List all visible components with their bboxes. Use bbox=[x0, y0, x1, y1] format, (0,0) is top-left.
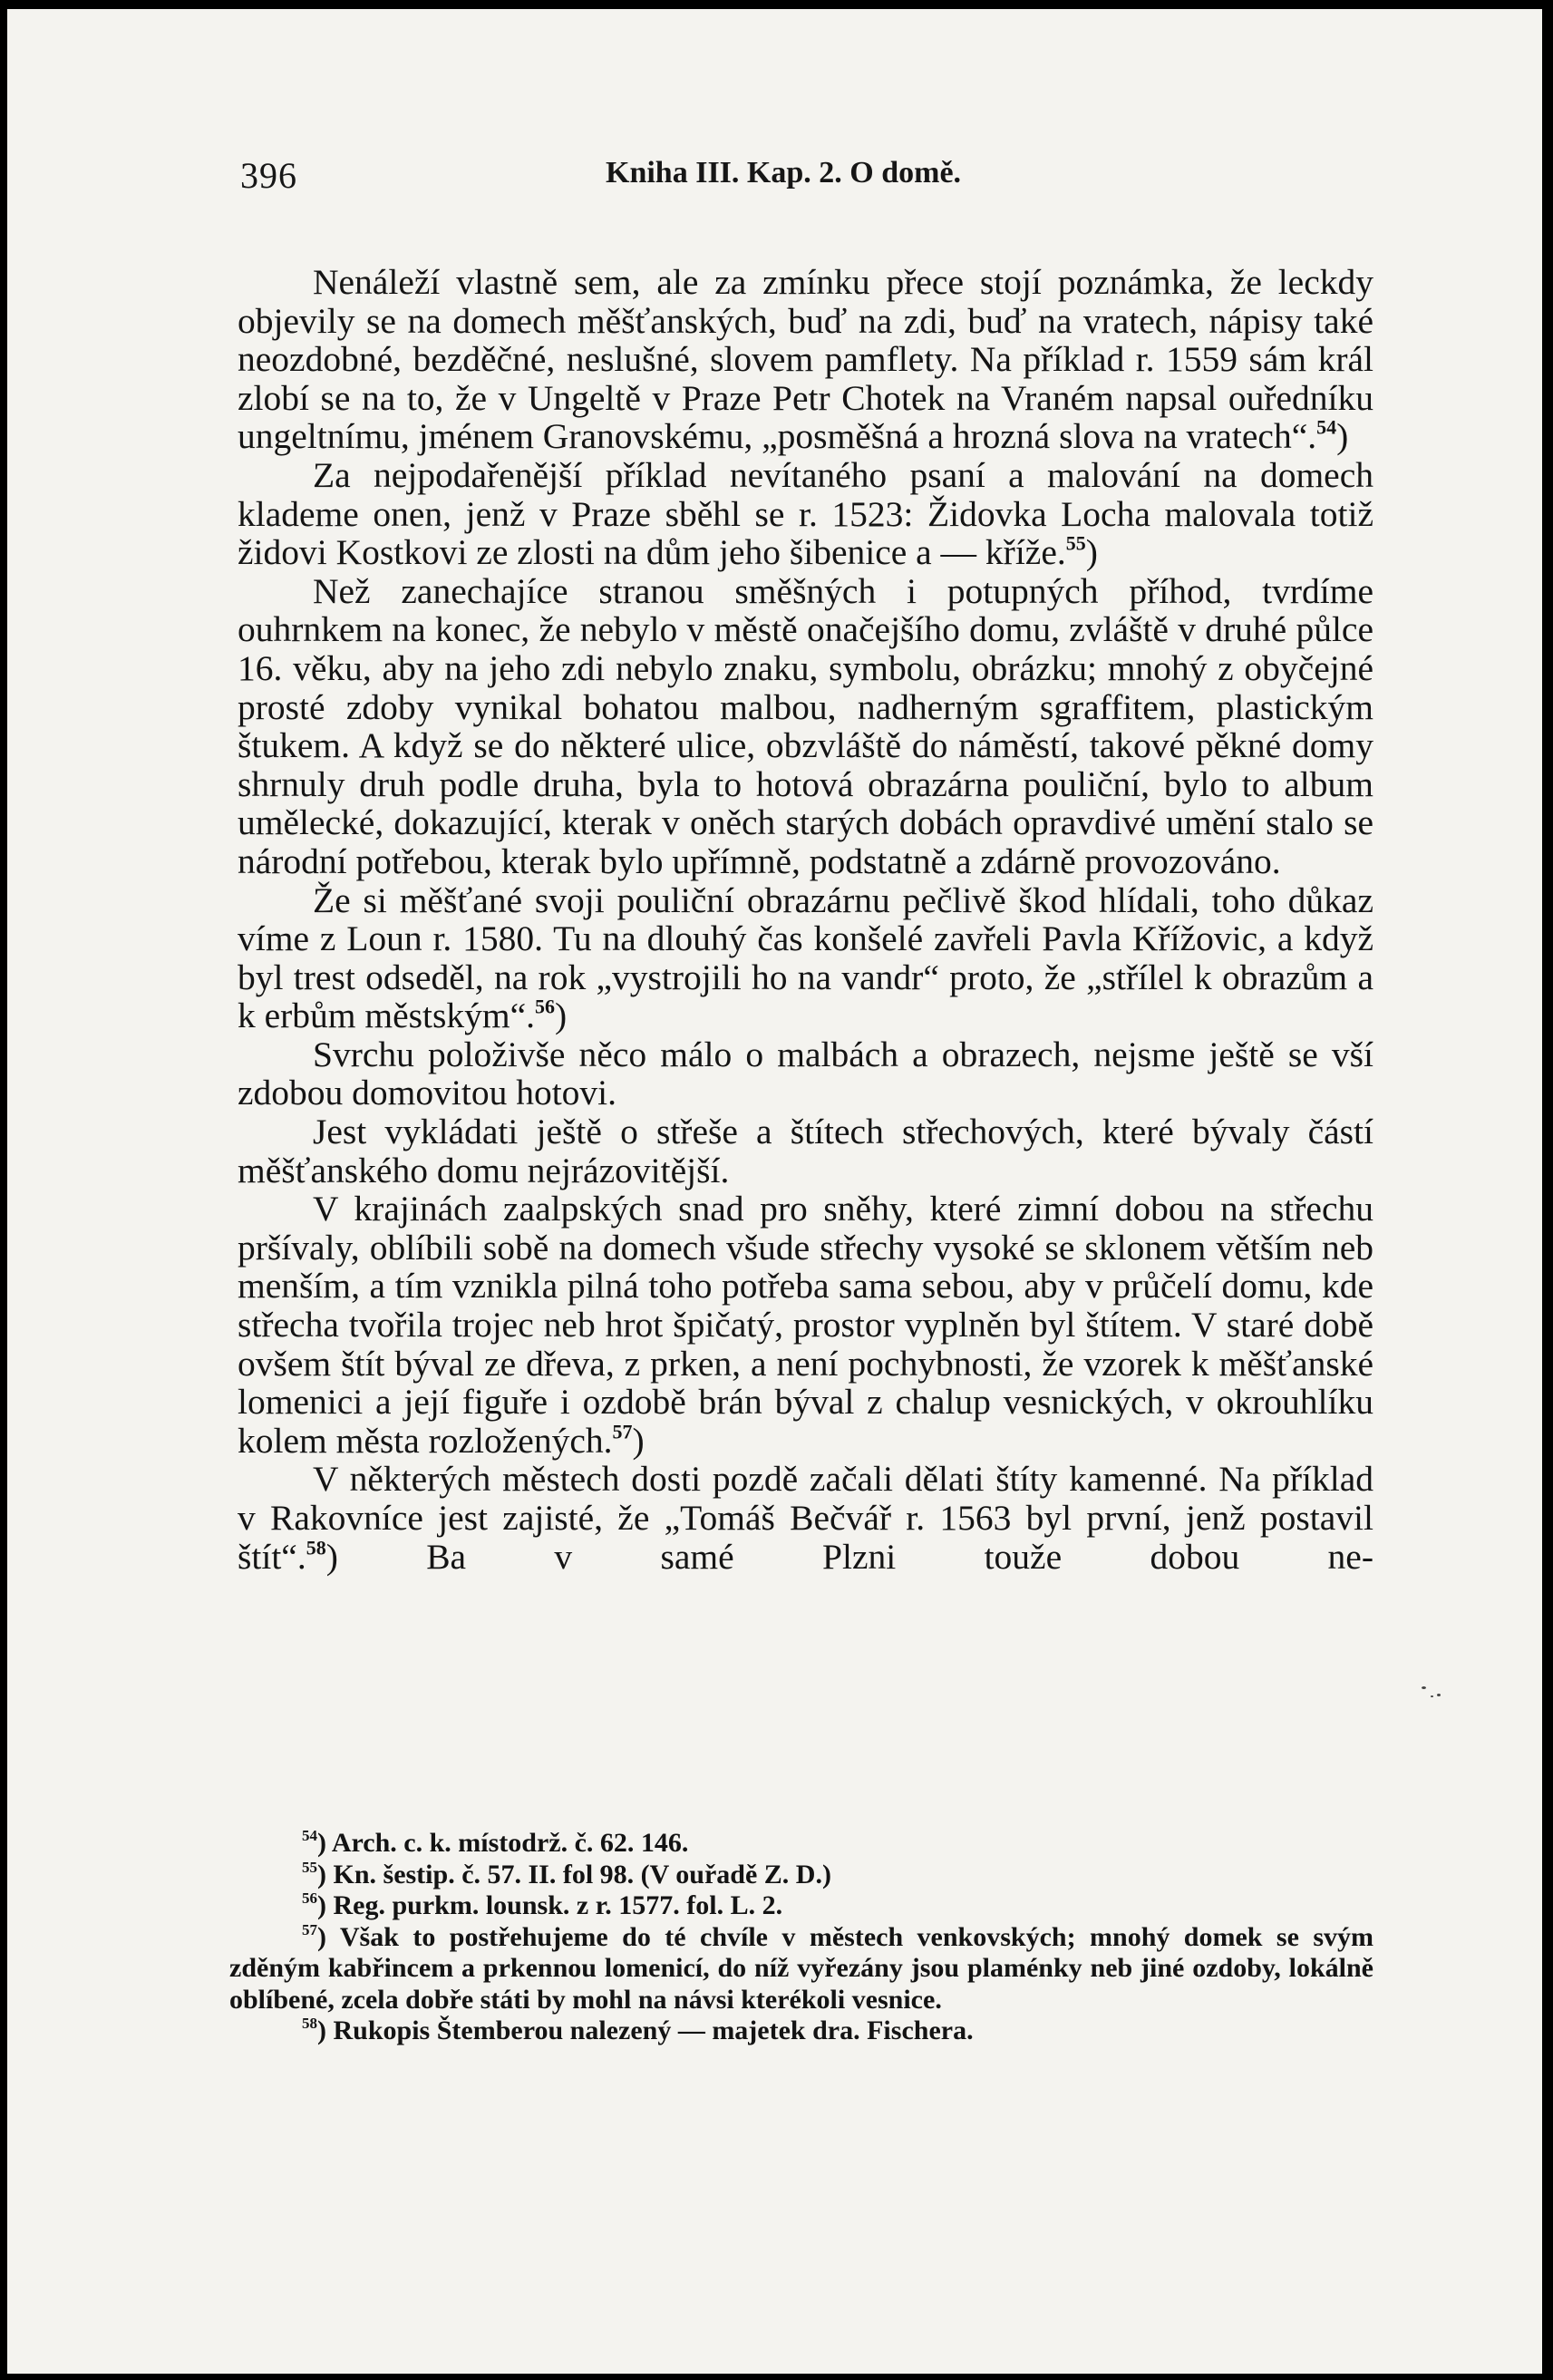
footnote: $^{54}$) Arch. c. k. místodrž. č. 62. 146. bbox=[302, 1827, 689, 1858]
footnote-ref[interactable]: 56 bbox=[535, 995, 556, 1018]
footnote-ref[interactable]: 55 bbox=[1065, 531, 1086, 555]
footnote-ref[interactable]: 54 bbox=[1316, 415, 1337, 439]
footnote: $^{56}$) Reg. purkm. lounsk. z r. 1577. fol. L. 2. bbox=[302, 1889, 783, 1920]
footnotes bbox=[229, 1828, 1373, 2047]
body-text bbox=[238, 263, 1373, 1576]
book-page bbox=[7, 9, 1542, 2374]
footnote: $^{58}$) Rukopis Štemberou nalezený — majetek dra. Fischera. bbox=[302, 2015, 974, 2045]
ink-speck bbox=[1431, 1695, 1433, 1697]
footnote-ref[interactable]: 57 bbox=[612, 1420, 633, 1443]
paragraph: Že si měšťané svoji pouliční obrazárnu pečlivě škod hlídali, toho důkaz víme z Loun r. 1580. Tu na dlouhý čas konšelé zavřeli Pavla Křížovic, a když byl trest odseděl, na rok „vystrojili ho na vandr“ proto, že „střílel k obrazům a k erbům městským“.$^{56}$) bbox=[238, 879, 1373, 1036]
paragraph: Za nejpodařenější příklad nevítaného psaní a malování na domech klademe onen, jenž v Praze sběhl se r. 1523: Židovka Locha malovala totiž židovi Kostkovi ze zlosti na dům jeho šibenice a — kříže.$^{55}$) bbox=[238, 454, 1373, 573]
footnote-mark: 58 bbox=[302, 2015, 317, 2033]
ink-speck bbox=[1422, 1686, 1426, 1689]
footnote-mark: 54 bbox=[302, 1827, 317, 1845]
footnote: $^{57}$) Však to postřehujeme do té chvíle v městech venkovských; mnohý domek se svým zděným kabřincem a prkennou lomenicí, do níž vyřezány jsou plaménky neb jiné ozdoby, lokálně oblíbené, zcela dobře státi by mohl na návsi kterékoli vesnice. bbox=[229, 1920, 1374, 2015]
paragraph: V některých městech dosti pozdě začali dělati štíty kamenné. Na příklad v Rakovníce jest zajisté, že „Tomáš Bečvář r. 1563 byl první, jenž postavil štít“.$^{58}$) Ba v samé Plzni touže dobou ne- bbox=[238, 1459, 1373, 1577]
paragraph: Než zanechajíce stranou směšných i potupných příhod, tvrdíme ouhrnkem na konec, že nebylo v městě onačejšího domu, zvláště v druhé půlce 16. věku, aby na jeho zdi nebylo znaku, symbolu, obrázku; mnohý z obyčejné prosté zdoby vynikal bohatou malbou, nadherným sgraffitem, plastickým štukem. A když se do některé ulice, obzvláště do náměstí, takové pěkné domy shrnuly druh podle druha, byla to hotová obrazárna pouliční, bylo to album umělecké, dokazující, kterak v oněch starých dobách opravdivé umění stalo se národní potřebou, kterak bylo upřímně, podstatně a zdárně provozováno. bbox=[238, 570, 1373, 881]
paragraph: Nenáleží vlastně sem, ale za zmínku přece stojí poznámka, že leckdy objevily se na domech měšťanských, buď na zdi, buď na vratech, nápisy také neozdobné, bezděčné, neslušné, slovem pamflety. Na příklad r. 1559 sám král zlobí se na to, že v Ungeltě v Praze Petr Chotek na Vraném napsal ouředníku ungeltnímu, jménem Granovskému, „posměšná a hrozná slova na vratech“.$^{54}$) bbox=[238, 262, 1373, 457]
footnote-ref[interactable]: 58 bbox=[306, 1536, 326, 1559]
paragraph: V krajinách zaalpských snad pro sněhy, které zimní dobou na střechu pršívaly, oblíbili sobě na domech všude střechy vysoké se sklonem větším neb menším, a tím vznikla pilná toho potřeba sama sebou, aby v průčelí domu, kde střecha tvořila trojec neb hrot špičatý, prostor vyplněn byl štítem. V staré době ovšem štít býval ze dřeva, z prken, a není pochybnosti, že vzorek k měšťanské lomenici a její figuře i ozdobě brán býval z chalup vesnických, v okrouhlíku kolem města rozložených.$^{57}$) bbox=[238, 1189, 1373, 1461]
ink-speck bbox=[1437, 1694, 1441, 1696]
footnote-mark: 56 bbox=[302, 1889, 317, 1908]
page-header bbox=[240, 154, 1056, 209]
footnote-mark: 55 bbox=[302, 1858, 317, 1876]
footnote-mark: 57 bbox=[302, 1920, 317, 1938]
paragraph: Jest vykládati ještě o střeše a štítech střechových, které bývaly částí měšťanského domu nejrázovitější. bbox=[238, 1112, 1373, 1190]
running-title: Kniha III. Kap. 2. O domě. bbox=[606, 156, 962, 189]
page-number: 396 bbox=[240, 155, 297, 196]
footnote: $^{55}$) Kn. šestip. č. 57. II. fol 98. (V ouřadě Z. D.) bbox=[302, 1858, 831, 1889]
paragraph: Svrchu položivše něco málo o malbách a obrazech, nejsme ještě se vší zdobou domovitou hotovi. bbox=[238, 1034, 1373, 1113]
